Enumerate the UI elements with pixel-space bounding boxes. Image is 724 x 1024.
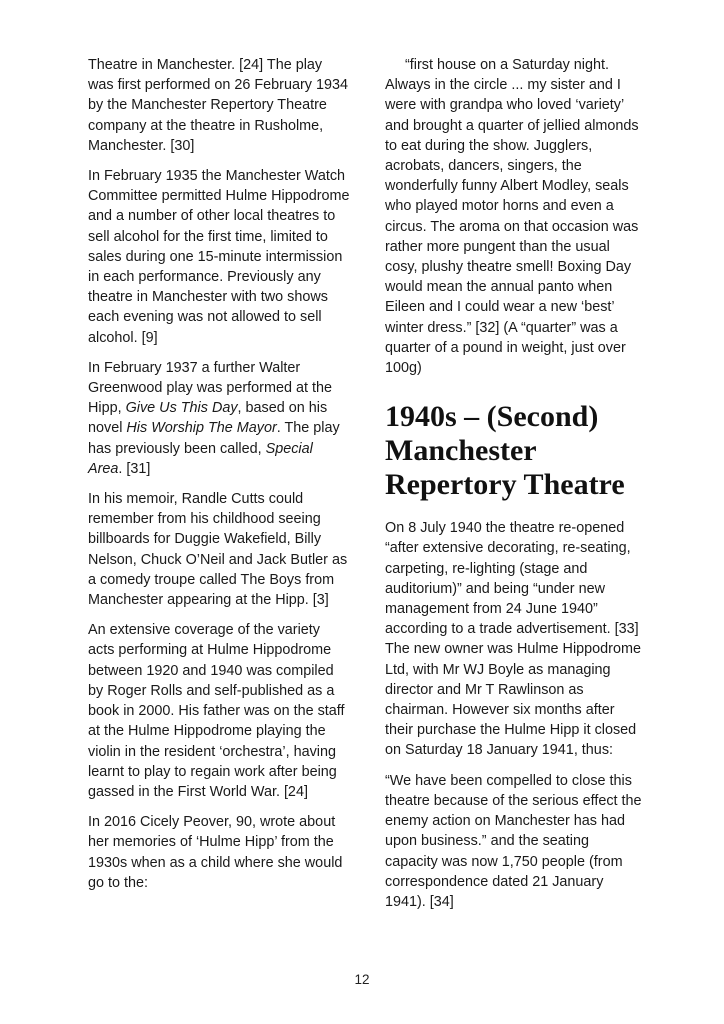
paragraph: In February 1937 a further Walter Greenwood play was performed at the Hipp, Give Us This Day, based on his novel His Worship The Mayor. The play has previously been called, Special Area. [31] [88, 359, 340, 477]
quote-paragraph: “first house on a Saturday night. Always in the circle ... my sister and I were with grandpa who loved ‘variety’ and brought a quarter of jellied almonds to eat during the show. Jugglers, acrobats, dancers, singers, the wonderfully funny Albert Modley, seals who played motor horns and even a circus. The aroma on that occasion was rather more pungent than the usual cosy, plushy theatre smell! Boxing Day would mean the annual panto when Eileen and I could wear a new ‘best’ winter dress.” [32] (A “quarter” was a quarter of a pound in weight, just over 100g) [385, 57, 639, 377]
left-column [88, 55, 350, 903]
section-heading: 1940s – (Second) Manchester Repertory Theatre [385, 400, 625, 502]
right-column [385, 55, 643, 922]
paragraph: In 2016 Cicely Peover, 90, wrote about her memories of ‘Hulme Hipp’ from the 1930s when as a child where she would go to the: [88, 814, 343, 891]
paragraph: On 8 July 1940 the theatre re-opened “after extensive decorating, re-seating, carpeting, re-lighting (stage and auditorium)” and being “under new management from 24 June 1940” according to a trade advertisement. [33] The new owner was Hulme Hippodrome Ltd, with Mr WJ Boyle as managing director and Mr T Rawlinson as chairman. However six months after their purchase the Hulme Hipp it closed on Saturday 18 January 1941, thus: [385, 520, 641, 759]
page-number: 12 [354, 972, 370, 987]
paragraph: In February 1935 the Manchester Watch Committee permitted Hulme Hippodrome and a number of other local theatres to sell alcohol for the first time, limited to sales during one 15-minute intermission in each performance. Previously any theatre in Manchester with two shows each evening was not allowed to sell alcohol. [9] [88, 168, 350, 346]
paragraph: In his memoir, Randle Cutts could remember from his childhood seeing billboards for Duggie Wakefield, Billy Nelson, Chuck O’Neil and Jack Butler as a comedy troupe called The Boys from Manchester appearing at the Hipp. [3] [88, 491, 348, 609]
paragraph: An extensive coverage of the variety acts performing at Hulme Hippodrome between 1920 and 1940 was compiled by Roger Rolls and self-published as a book in 2000. His father was on the staff at the Hulme Hippodrome playing the violin in the resident ‘orchestra’, having learnt to play to regain work after being gassed in the First World War. [24] [88, 622, 345, 800]
book-title: Special Area [88, 440, 313, 477]
book-title: Give Us This Day [125, 400, 238, 417]
paragraph: “We have been compelled to close this theatre because of the serious effect the enemy action on Manchester has had upon business.” and the seating capacity was now 1,750 people (from correspondence dated 21 January 1941). [34] [385, 772, 642, 910]
paragraph: Theatre in Manchester. [24] The play was first performed on 26 February 1934 by the Manchester Repertory Theatre company at the theatre in Rusholme, Manchester. [30] [88, 57, 348, 154]
book-title: His Worship The Mayor [126, 420, 277, 437]
